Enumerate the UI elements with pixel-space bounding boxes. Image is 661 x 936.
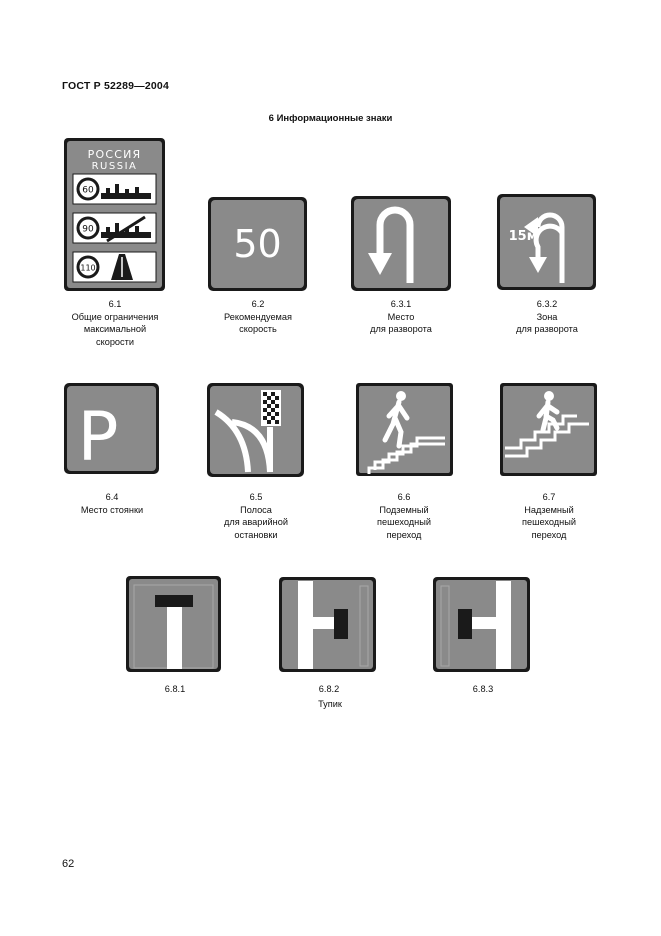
- dead-end-group-caption: Тупик: [318, 699, 342, 709]
- sign-number: 6.8.2: [318, 684, 340, 694]
- sign-label-6-6: [344, 491, 464, 541]
- underground-crossing-sign: [355, 382, 454, 477]
- parking-letter: P: [77, 398, 119, 475]
- sign-label-6-4: [52, 491, 172, 516]
- sign-caption: Общие ограничения максимальной скорости: [71, 311, 159, 347]
- parking-sign: [63, 382, 160, 475]
- u-turn-distance: 15м: [508, 229, 538, 244]
- sign-label-6-8-3: [423, 683, 543, 696]
- sign-caption: Место для разворота: [370, 311, 432, 334]
- section-title: 6 Информационные знаки: [268, 113, 393, 124]
- sign-number: 6.2: [251, 299, 265, 309]
- document-header: ГОСТ Р 52289—2004: [62, 80, 170, 92]
- dead-end-sign-3: [432, 576, 531, 673]
- sign-number: 6.6: [397, 492, 411, 502]
- speed-limit-110: 110: [80, 263, 96, 273]
- sign-caption: Надземный пешеходный переход: [522, 504, 576, 540]
- sign-number: 6.1: [108, 299, 122, 309]
- sign-number: 6.3.2: [536, 299, 558, 309]
- u-turn-place-sign: [350, 195, 452, 292]
- recommended-speed-value: 50: [233, 222, 282, 266]
- sign-label-6-5: [196, 491, 316, 541]
- sign-caption: Место стоянки: [80, 504, 144, 515]
- sign-label-6-8-2: [269, 683, 389, 696]
- sign-label-6-1: [55, 298, 175, 348]
- u-turn-zone-sign: [496, 193, 597, 291]
- sign-text-russia-en: RUSSIA: [91, 161, 138, 172]
- sign-number: 6.7: [542, 492, 556, 502]
- dead-end-sign-2: [278, 576, 377, 673]
- sign-label-6-2: [198, 298, 318, 336]
- page-number: 62: [62, 858, 75, 870]
- dead-end-sign-1: [125, 575, 222, 673]
- sign-label-6-3-2: [487, 298, 607, 336]
- sign-number: 6.4: [105, 492, 119, 502]
- sign-text-russia: РОССИЯ: [87, 148, 142, 161]
- sign-caption: Зона для разворота: [516, 311, 578, 334]
- sign-number: 6.5: [249, 492, 263, 502]
- sign-number: 6.3.1: [390, 299, 412, 309]
- sign-number: 6.8.1: [164, 684, 186, 694]
- speed-limit-60: 60: [82, 185, 94, 196]
- recommended-speed-sign: [207, 196, 308, 292]
- speed-limit-90: 90: [82, 224, 94, 235]
- sign-label-6-8-1: [115, 683, 235, 696]
- overhead-crossing-sign: [499, 382, 598, 477]
- emergency-stop-lane-sign: [206, 382, 305, 478]
- sign-caption: Полоса для аварийной остановки: [224, 504, 288, 540]
- sign-number: 6.8.3: [472, 684, 494, 694]
- sign-caption: Рекомендуемая скорость: [224, 311, 292, 334]
- sign-label-6-3-1: [341, 298, 461, 336]
- sign-caption: Подземный пешеходный переход: [377, 504, 431, 540]
- russia-speed-limits-sign: [63, 137, 166, 292]
- sign-label-6-7: [489, 491, 609, 541]
